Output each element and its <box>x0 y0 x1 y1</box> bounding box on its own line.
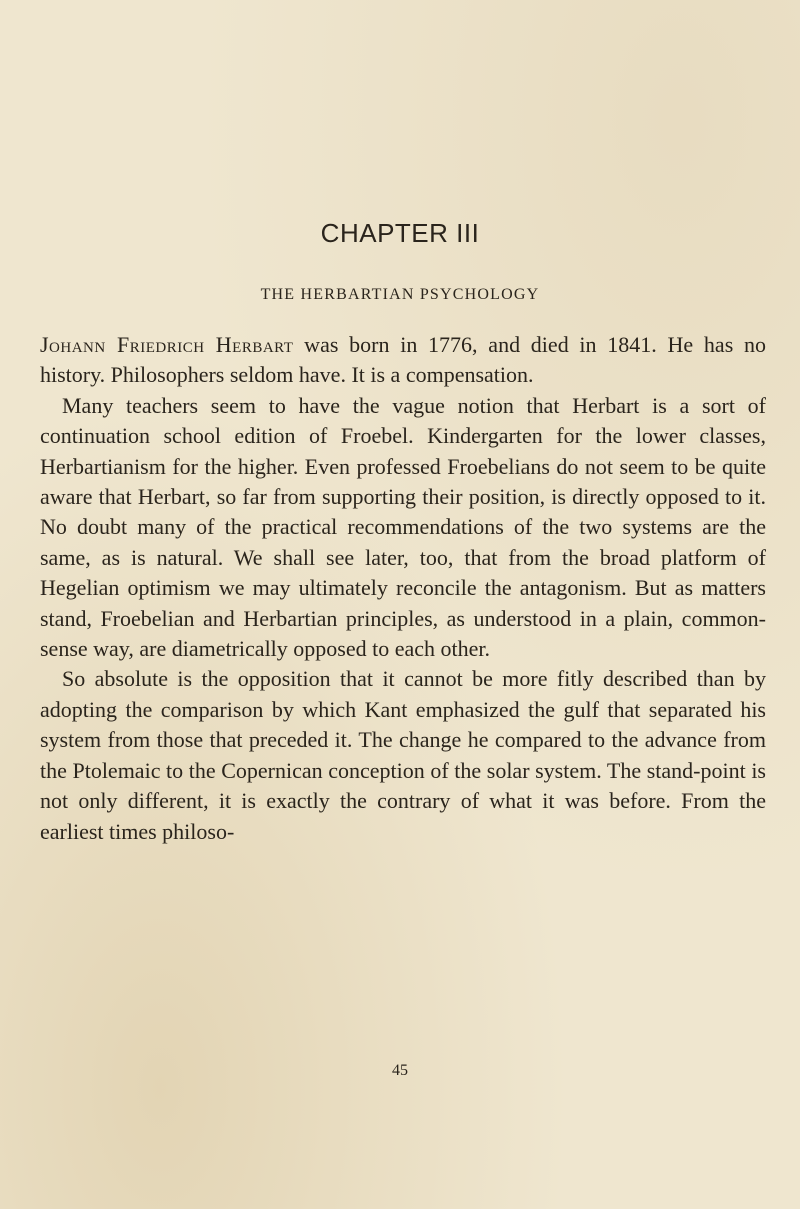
paragraph-1 <box>40 330 766 391</box>
chapter-heading: CHAPTER III <box>320 218 480 248</box>
paragraph-3: So absolute is the opposition that it cannot be more fitly described than by adopting the comparison by which Kant emphasized the gulf that separated his system from those that preceded it. The change he compared to the advance from the Ptolemaic to the Copernican conception of the solar system. The stand-point is not only different, it is exactly the contrary of what it was before. From the earliest times philoso- <box>40 666 766 844</box>
chapter-subtitle: THE HERBARTIAN PSYCHOLOGY <box>260 286 540 303</box>
paragraph-1-text: was born in 1776, and died in 1841. He has no history. Philosophers seldom have. It is a compensation. <box>40 332 766 388</box>
paragraph-1-lead: Johann Friedrich Herbart <box>40 332 294 357</box>
paragraph-2: Many teachers seem to have the vague notion that Herbart is a sort of continuation school edition of Froebel. Kindergarten for the lower classes, Herbartianism for the higher. Even professed Froebelians do not seem to be quite aware that Herbart, so far from supporting their position, is directly opposed to it. No doubt many of the practical recommendations of the two systems are the same, as is natural. We shall see later, too, that from the broad platform of Hegelian optimism we may ultimately reconcile the antagonism. But as matters stand, Froebelian and Herbartian principles, as understood in a plain, common-sense way, are diametrically opposed to each other. <box>40 392 766 662</box>
page-number: 45 <box>392 1062 408 1079</box>
body-text <box>40 330 766 847</box>
